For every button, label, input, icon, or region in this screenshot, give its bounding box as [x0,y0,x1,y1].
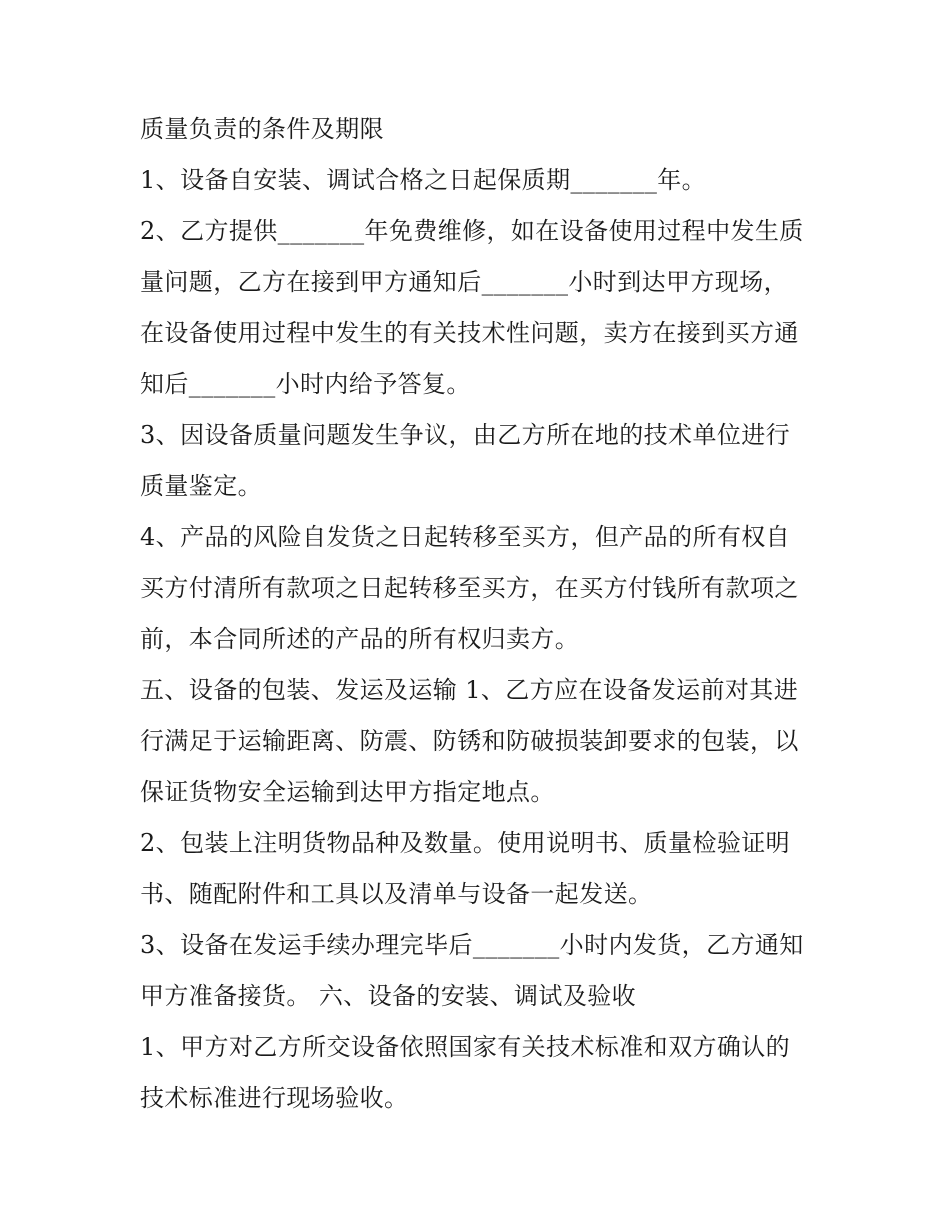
text-line: 质量鉴定。 [140,472,262,500]
text-line: 在设备使用过程中发生的有关技术性问题，卖方在接到买方通 [140,319,799,347]
text-line: 书、随配附件和工具以及清单与设备一起发送。 [140,880,653,908]
section-heading: 质量负责的条件及期限 [140,115,384,143]
text-line: 2、乙方提供_______年免费维修，如在设备使用过程中发生质 [140,217,804,245]
text-line: 知后_______小时内给予答复。 [140,370,471,398]
text-line: 保证货物安全运输到达甲方指定地点。 [140,778,555,806]
text-line: 五、设备的包装、发运及运输 1、乙方应在设备发运前对其进 [140,676,799,704]
text-line: 3、因设备质量问题发生争议，由乙方所在地的技术单位进行 [140,421,791,449]
text-line: 4、产品的风险自发货之日起转移至买方，但产品的所有权自 [140,523,791,551]
document-body [140,104,820,1124]
text-line: 技术标准进行现场验收。 [140,1084,409,1112]
text-line: 行满足于运输距离、防震、防锈和防破损装卸要求的包装，以 [140,727,799,755]
text-line: 前，本合同所述的产品的所有权归卖方。 [140,625,580,653]
text-line: 买方付清所有款项之日起转移至买方，在买方付钱所有款项之 [140,574,799,602]
text-line: 1、甲方对乙方所交设备依照国家有关技术标准和双方确认的 [140,1033,791,1061]
text-line: 1、设备自安装、调试合格之日起保质期_______年。 [140,166,707,194]
text-line: 量问题，乙方在接到甲方通知后_______小时到达甲方现场， [140,268,788,296]
text-line: 2、包装上注明货物品种及数量。使用说明书、质量检验证明 [140,829,791,857]
text-line: 3、设备在发运手续办理完毕后_______小时内发货，乙方通知 [140,931,804,959]
text-line: 甲方准备接货。 六、设备的安装、调试及验收 [140,982,637,1010]
